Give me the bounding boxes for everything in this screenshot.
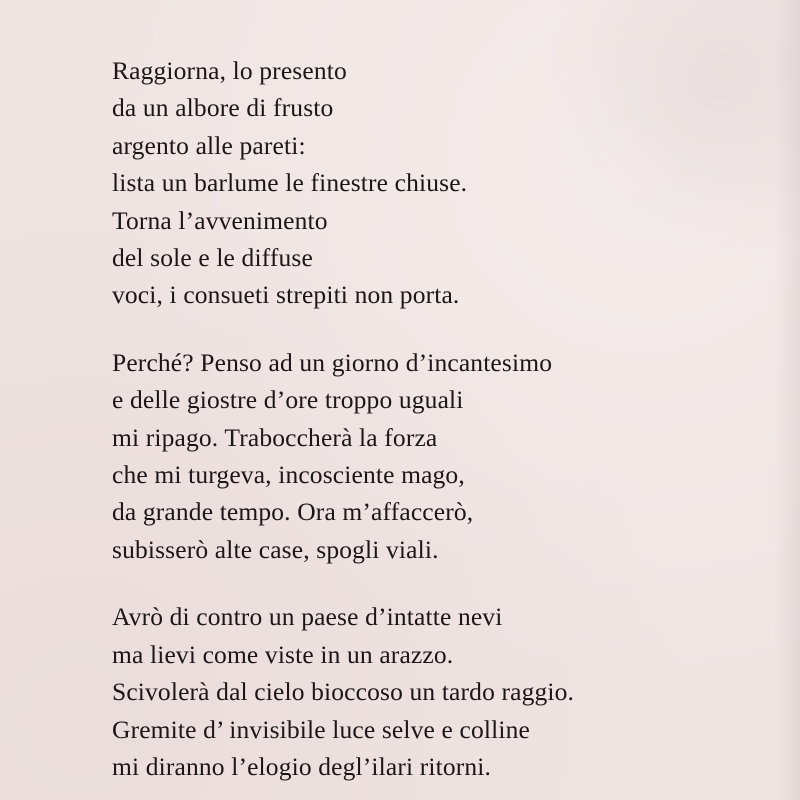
- poem-line: mi ripago. Traboccherà la forza: [112, 422, 438, 452]
- poem-line: voci, i consueti strepiti non porta.: [112, 280, 460, 310]
- stanza-3: [112, 598, 692, 785]
- poem-line: mi diranno l’elogio degl’ilari ritorni.: [112, 751, 492, 781]
- poem-line: e delle giostre d’ore troppo uguali: [112, 385, 464, 415]
- poem-line: subisserò alte case, spogli viali.: [112, 534, 439, 564]
- poem-line: Gremite d’ invisibile luce selve e colline: [112, 714, 530, 744]
- poem-line: da un albore di frusto: [112, 93, 334, 123]
- poem-line: Raggiorna, lo presento: [112, 56, 347, 85]
- poem-line: lista un barlume le finestre chiuse.: [112, 168, 468, 198]
- poem-line: Scivolerà dal cielo bioccoso un tardo raggio.: [112, 677, 575, 707]
- poem-line: ma lievi come viste in un arazzo.: [112, 639, 454, 669]
- poem-text: [112, 52, 692, 785]
- poem-line: Avrò di contro un paese d’intatte nevi: [112, 602, 503, 632]
- poem-line: Torna l’avvenimento: [112, 205, 328, 235]
- poem-line: del sole e le diffuse: [112, 243, 313, 273]
- poem-line: argento alle pareti:: [112, 130, 306, 160]
- poem-line: che mi turgeva, incosciente mago,: [112, 460, 465, 490]
- poem-line: Perché? Penso ad un giorno d’incantesimo: [112, 347, 553, 377]
- stanza-1: [112, 52, 692, 314]
- page-edge-shadow: [774, 0, 800, 800]
- stanza-2: [112, 344, 692, 568]
- poem-line: da grande tempo. Ora m’affaccerò,: [112, 497, 474, 527]
